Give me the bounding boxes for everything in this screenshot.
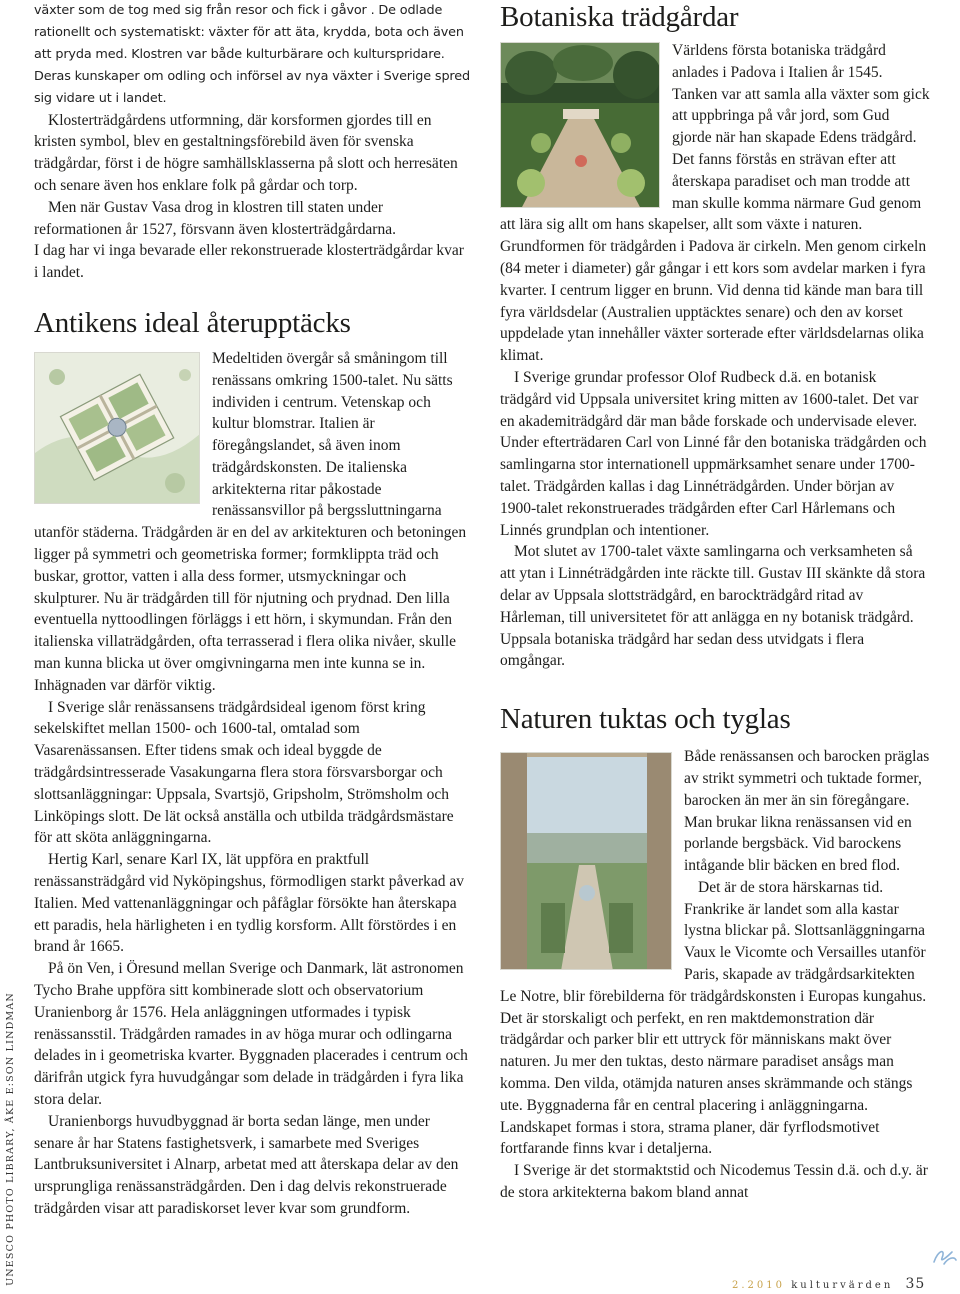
end-mark-icon <box>930 1244 960 1268</box>
nature-paragraph-3: I Sverige är det stormaktstid och Nicodemus Tessin d.ä. och d.y. är de stora arkitekterna bakom bland annat <box>500 1162 928 1202</box>
intro-paragraph-2: Klosterträdgårdens utformning, där korsformen gjordes till en kristen symbol, blev en gestaltningsförebild även för svenska trädgårdar, först i de högre samhällsklasserna på slott och herresäten och senare även hos enklare folk på gårdar och torp. <box>34 111 458 194</box>
section-paragraph-5: Uranienborgs huvudbyggnad är borta sedan länge, men under senare år har Statens fastighetsverk, i samarbete med Sveriges Lantbruksuniversitet i Alnarp, arbetat med att återskapa delar av den ursprungliga renässansträdgården. Den i dag delvis rekonstruerade trädgården visar att paradiskorset lever kvar som grundform. <box>34 1112 459 1217</box>
section-paragraph-1: Medeltiden övergår så småningom till renässans omkring 1500-talet. Nu sätts individen i centrum. Vetenskap och kultur blomstrar. Italien är föregångslandet, så även inom trädgårdskonsten. De italienska arkitekterna ritar påkostade renässansvillor på bergssluttningarna utanför städerna. Trädgården är en del av arkitekturen och betoningen ligger på symmetri och geometriska former; formklippta träd och buskar, grottor, vatten i alla dess former, utsmyckningar och skulpturer. Nu är trädgården till för njutning och prydnad. Den lilla eventuella nyttoodlingen förläggs i ett hörn, i skymundan. Från den italienska villaträdgården, ofta terrasserad i flera olika nivåer, skulle man kunna blicka ut över omgivningarna men inte kunna se in. Inhägnaden var därför viktig. <box>34 349 467 694</box>
garden-plan-illustration <box>34 352 200 504</box>
botanical-paragraph-2: I Sverige grundar professor Olof Rudbeck d.ä. en botanisk trädgård vid Uppsala universitet kring mitten av 1600-talet. Det var en akademiträdgård där man både forskade och undervisade elever. Under efterträdaren Carl von Linné får den botaniska trädgården och samlingarna stor internationell uppmärksamhet senare under 1700-talet. Trädgården kallas i dag Linnéträdgården. Under början av 1900-talet rekonstruerades trädgården efter Carl Hårlemans och Linnés grundplan och intentioner. <box>500 368 927 539</box>
heading-botaniska-tradgardar: Botaniska trädgårdar <box>500 1 739 33</box>
section-paragraph-2: I Sverige slår renässansens trädgårdsideal igenom först kring sekelskiftet mellan 1500- och 1600-tal, omtalad som Vasarenässansen. Efter tidens smak och ideal byggde de trädgårdsintresserade Vasakungarna flera stora försvarsborgar och slottsanläggningar: Uppsala, Svartsjö, Gripsholm, Strömsholm och Linköpings slott. De lät också anställa och utbilda trädgårdsmästare för att sköta anläggningarna. <box>34 698 454 847</box>
nature-paragraph-2: Det är de stora härskarnas tid. Frankrike är landet som alla kastar lystna blickar på. Slottsanläggningarna Vaux le Vicomte och Versailles utanför Paris, skapade av trädgårdsarkitekten Le Notre, blir förebilderna för trädgårdskonsten i Europas kungahus. Det är storskaligt och perfekt, en ren maktdemonstration där trädgårdar och parker blir ett uttryck för människans makt över naturen. Ju mer den tuktas, desto närmare paradiset ansågs man komma. Den vilda, otämjda naturen anses skrämmande och stängs ute. Byggnaderna får en central placering i anläggningarna. Landskapet formas i stora, strama planer, där fyrflodsmotivet fortfarande finns kvar i detaljerna. <box>500 878 927 1158</box>
issue-number: 2.2010 <box>732 1280 785 1291</box>
page-number: 35 <box>905 1276 926 1292</box>
section-paragraph-3: Hertig Karl, senare Karl IX, lät uppföra en praktfull renässansträdgård vid Nyköpingshus, förmodligen starkt påverkad av Italien. Med vattenanläggningar och påfåglar försökte han återskapa ett paradis, hela härligheten i en tydlig korsform. Allt förstördes i en brand år 1665. <box>34 851 465 956</box>
photo-credit: UNESCO PHOTO LIBRARY, ÅKE E:SON LINDMAN <box>5 992 16 1286</box>
intro-paragraph-4: I dag har vi inga bevarade eller rekonstruerade klosterträdgårdar kvar i landet. <box>34 242 464 282</box>
heading-naturen-tuktas: Naturen tuktas och tyglas <box>500 703 791 736</box>
intro-paragraph-3: Men när Gustav Vasa drog in klostren till staten under reformationen år 1527, försvann även klosterträdgårdarna. <box>34 198 396 238</box>
page-footer <box>732 1276 932 1292</box>
right-column <box>500 0 930 1204</box>
heading-antikens-ideal: Antikens ideal återupptäcks <box>34 306 351 339</box>
section-paragraph-4: På ön Ven, i Öresund mellan Sverige och Danmark, lät astronomen Tycho Brahe uppföra sitt kombinerade slott och observatorium Uranienborg år 1576. Hela anläggningen utformades i typisk renässansstil. Trädgården ramades in av höga murar och odlingarna delades in i geometriska kvarter. Byggnaden placerades i centrum och därifrån utgick fyra huvudgångar som delade in trädgården i fyra lika stora delar. <box>34 960 468 1108</box>
garden-photo <box>500 42 660 208</box>
palace-garden-photo <box>500 752 672 970</box>
magazine-name: kulturvärden <box>791 1280 894 1291</box>
botanical-paragraph-3: Mot slutet av 1700-talet växte samlingarna och verksamheten så att ytan i Linnéträdgården inte räckte till. Gustav III skänkte då stora delar av Uppsala slottsträdgård, en barockträdgård ritad av Hårleman, till universitetet för att anlägga en ny botanisk trädgård. Uppsala botaniska trädgård har sedan dess utvidgats i flera omgångar. <box>500 543 926 670</box>
botanical-paragraph-1: Världens första botaniska trädgård anlades i Padova i Italien år 1545. Tanken var att samla alla växter som gick att uppbringa på vår jord, som Gud gjorde när han skapade Edens trädgård. Det fanns förstås en strävan efter att återskapa paradiset och man trodde att man skulle komma närmare Gud genom att lära sig allt om hans skapelser, allt som växte i naturen. Grundformen för trädgården i Padova är cirkeln. Men genom cirkeln (84 meter i diameter) går gångar i ett kors som avdelar marken i fyra kvarter. I centrum ligger en brunn. Vid denna tid kände man bara till fyra världsdelar (Australien upptäcktes senare) och den av korset uppdelade ytan innehåller växter sorterade efter världsdelarnas olika klimat. <box>500 42 930 365</box>
left-column <box>34 0 470 1220</box>
nature-paragraph-1: Både renässansen och barocken präglas av strikt symmetri och tuktade former, barocken än mer än sin föregångare. Man brukar likna renässansen vid en porlande bergsbäck. Vid barockens intågande blir bäcken en bred flod. <box>684 748 930 875</box>
intro-paragraph-1: växter som de tog med sig från resor och fick i gåvor . De odlade rationellt och systematiskt: växter för att äta, krydda, bota och även att pryda med. Klostren var både kulturbärare och kulturspridare. Deras kunskaper om odling och införsel av nya växter i Sverige spred sig vidare ut i landet. <box>34 3 470 106</box>
